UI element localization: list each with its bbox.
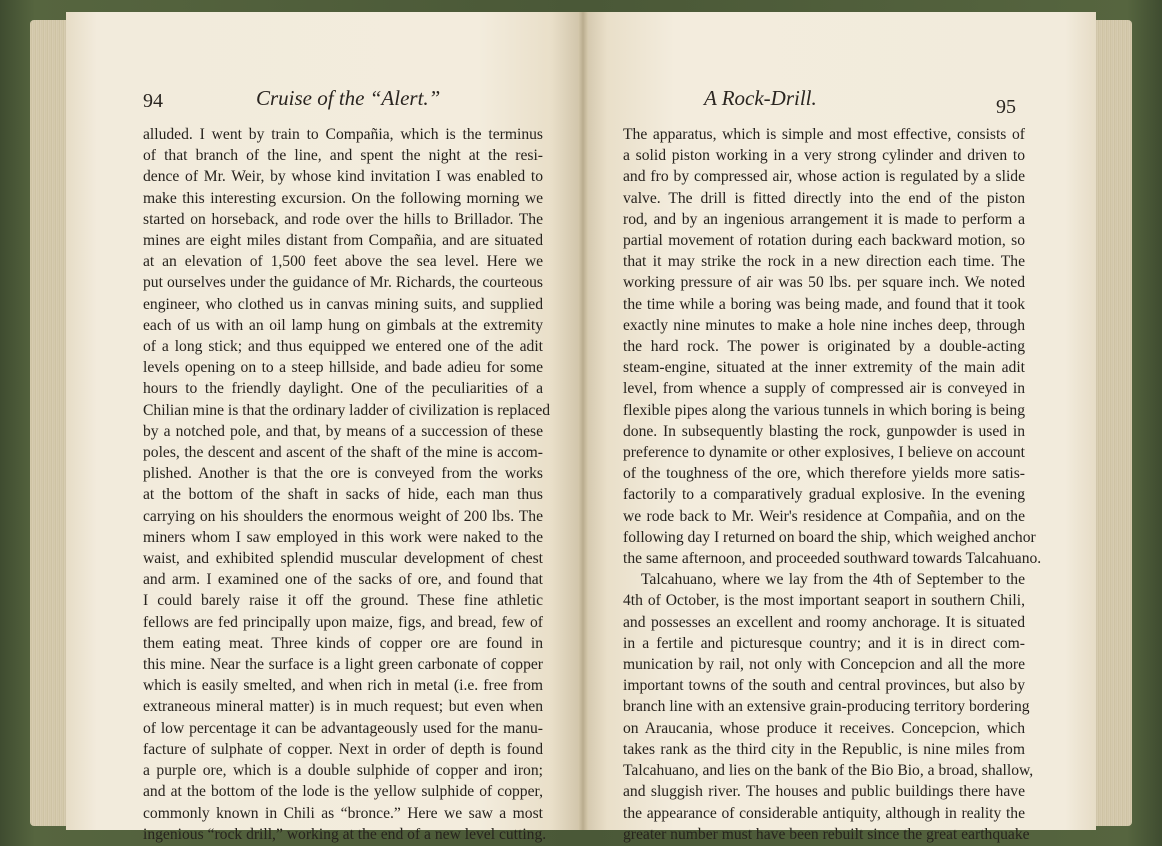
text-line: greater number must have been rebuilt since the great earthquake [623, 825, 1030, 843]
text-line: the time while a boring was being made, and found that it took [623, 295, 1025, 313]
text-line: dence of Mr. Weir, by whose kind invitation I was enabled to [143, 168, 543, 186]
text-line: poles, the descent and ascent of the shaft of the mine is accom- [143, 444, 543, 462]
text-line: of that branch of the line, and spent the night at the resi- [143, 147, 543, 165]
text-line: in a fertile and picturesque country; and it is in direct com- [623, 634, 1025, 652]
text-line: plished. Another is that the ore is conveyed from the works [143, 465, 543, 483]
text-line: munication by rail, not only with Concepcion and all the more [623, 656, 1025, 674]
text-line: factorily to a comparatively gradual explosive. In the evening [623, 486, 1025, 504]
text-line: rod, and by an ingenious arrangement it is made to perform a [623, 210, 1025, 228]
text-line: each of us with an oil lamp hung on gimbals at the extremity [143, 316, 543, 334]
text-line: working pressure of air was 50 lbs. per square inch. We noted [623, 274, 1025, 292]
text-line: make this interesting excursion. On the following morning we [143, 189, 543, 207]
text-line: ingenious “rock drill,” working at the end of a new level cutting. [143, 825, 547, 843]
left-page-body [143, 124, 551, 845]
text-line: I could barely raise it off the ground. These fine athletic [143, 592, 543, 610]
text-line: which is easily smelted, and when rich in metal (i.e. free from [143, 677, 543, 695]
text-line: levels opening on to a steep hillside, and bade adieu for some [143, 359, 543, 377]
text-line: of low percentage it can be advantageously used for the manu- [143, 719, 543, 737]
text-line: branch line with an extensive grain-producing territory bordering [623, 698, 1030, 716]
text-line: engineer, who clothed us in canvas mining suits, and supplied [143, 295, 543, 313]
text-line: miners whom I saw employed in this work were naked to the [143, 528, 543, 546]
text-line: The apparatus, which is simple and most effective, consists of [623, 126, 1025, 143]
text-line: put ourselves under the guidance of Mr. Richards, the courteous [143, 274, 543, 292]
text-line: of the toughness of the ore, which therefore yields more satis- [623, 465, 1025, 483]
text-line: at the bottom of the shaft in sacks of hide, each man thus [143, 486, 543, 504]
text-line: facture of sulphate of copper. Next in order of depth is found [143, 740, 543, 758]
text-line: them eating meat. Three kinds of copper ore are found in [143, 634, 543, 652]
text-line: alluded. I went by train to Compañia, which is the terminus [143, 126, 543, 143]
text-line: takes rank as the third city in the Republic, is nine miles from [623, 740, 1025, 758]
text-line: on Araucania, whose produce it receives. Concepcion, which [623, 719, 1025, 737]
text-line: commonly known in Chili as “bronce.” Here we saw a most [143, 804, 543, 822]
left-running-head: Cruise of the “Alert.” [256, 86, 441, 110]
text-line: valve. The drill is fitted directly into the end of the piston [623, 189, 1025, 207]
text-line: fellows are fed principally upon maize, figs, and bread, few of [143, 613, 543, 631]
text-line: the hard rock. The power is originated by a double-acting [623, 338, 1025, 356]
text-line: at an elevation of 1,500 feet above the sea level. Here we [143, 253, 543, 271]
book-gutter [578, 12, 588, 830]
text-line: exactly nine minutes to make a hole nine inches deep, through [623, 316, 1025, 334]
text-line: partial movement of rotation during each backward motion, so [623, 232, 1025, 250]
page-edges-right [1092, 20, 1132, 826]
text-line: a solid piston working in a very strong cylinder and driven to [623, 147, 1025, 165]
text-line: important towns of the south and central provinces, but also by [623, 677, 1025, 695]
text-line: carrying on his shoulders the enormous weight of 200 lbs. The [143, 507, 543, 525]
text-line: level, from whence a supply of compressed air is conveyed in [623, 380, 1025, 398]
text-line: following day I returned on board the ship, which weighed anchor [623, 528, 1036, 546]
text-line: and fro by compressed air, whose action is regulated by a slide [623, 168, 1025, 186]
text-line: waist, and exhibited splendid muscular development of chest [143, 550, 543, 568]
text-line: 4th of October, is the most important seaport in southern Chili, [623, 592, 1025, 610]
text-line: and at the bottom of the lode is the yellow sulphide of copper, [143, 783, 543, 801]
right-page-number: 95 [996, 96, 1016, 118]
text-line: of a long stick; and thus equipped we entered one of the adit [143, 338, 543, 356]
text-line: the appearance of considerable antiquity, although in reality the [623, 804, 1025, 822]
text-line: we rode back to Mr. Weir's residence at Compañia, and on the [623, 507, 1025, 525]
text-line: hours to the friendly daylight. One of the peculiarities of a [143, 380, 543, 398]
page-edges-left [30, 20, 70, 826]
text-line: started on horseback, and rode over the hills to Brillador. The [143, 210, 543, 228]
text-line: flexible pipes along the various tunnels in which boring is being [623, 401, 1025, 419]
text-line: and arm. I examined one of the sacks of ore, and found that [143, 571, 543, 589]
text-line: this mine. Near the surface is a light green carbonate of copper [143, 656, 543, 674]
text-line: and possesses an excellent and roomy anchorage. It is situated [623, 613, 1025, 631]
text-line: that it may strike the rock in a new direction each time. The [623, 253, 1025, 271]
text-line: a purple ore, which is a double sulphide of copper and iron; [143, 762, 543, 780]
text-line: and sluggish river. The houses and public buildings there have [623, 783, 1025, 801]
text-line: Chilian mine is that the ordinary ladder of civilization is replaced [143, 401, 551, 419]
right-running-head: A Rock-Drill. [704, 86, 817, 110]
text-line: by a notched pole, and that, by means of a succession of these [143, 422, 543, 440]
right-page-body [623, 124, 1042, 845]
text-line: Talcahuano, where we lay from the 4th of September to the [641, 571, 1025, 589]
text-line: extraneous mineral matter) is in much request; but even when [143, 698, 543, 716]
left-page-number: 94 [143, 90, 163, 112]
text-line: preference to dynamite or other explosives, I believe on account [623, 444, 1025, 462]
text-line: mines are eight miles distant from Compañia, and are situated [143, 232, 543, 250]
text-line: done. In subsequently blasting the rock, gunpowder is used in [623, 422, 1025, 440]
text-line: steam-engine, situated at the inner extremity of the main adit [623, 359, 1025, 377]
text-line: the same afternoon, and proceeded southward towards Talcahuano. [623, 550, 1042, 568]
text-line: Talcahuano, and lies on the bank of the Bio Bio, a broad, shallow, [623, 762, 1034, 780]
